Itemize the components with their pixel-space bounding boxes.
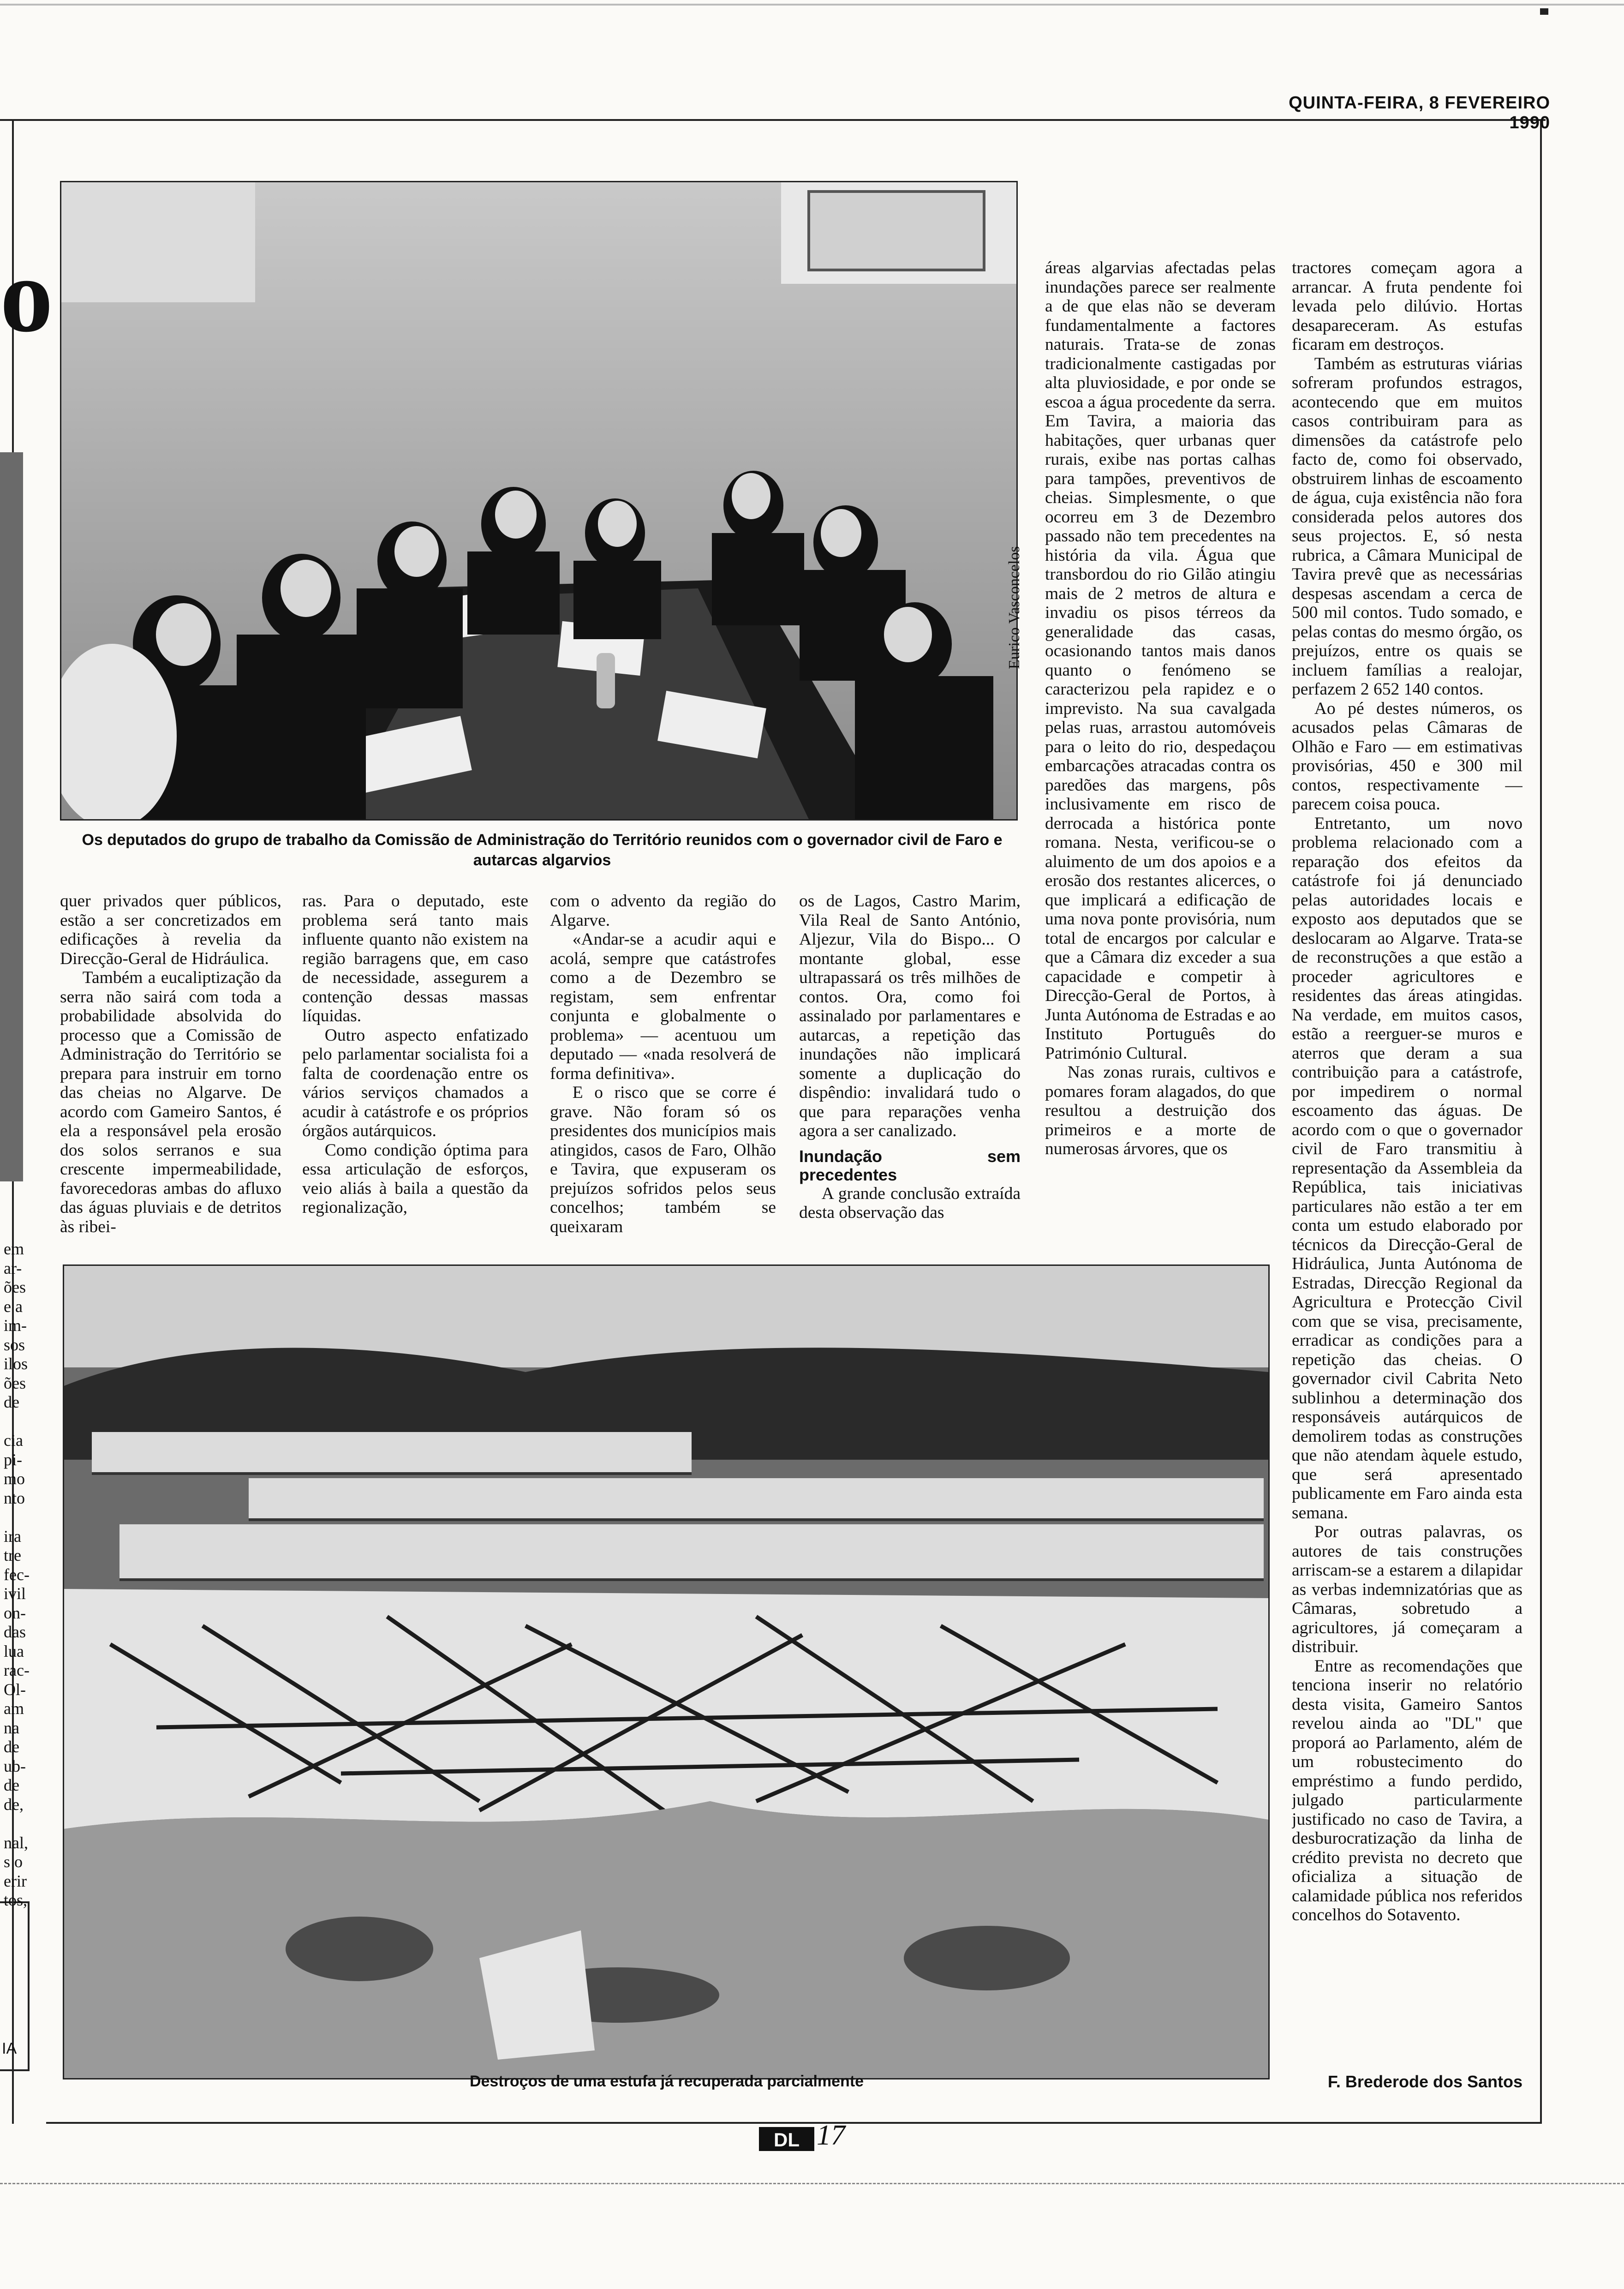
meeting-photo-image <box>61 182 1016 819</box>
greenhouse-photo-image <box>64 1266 1268 2078</box>
byline: F. Brederode dos Santos <box>1327 2072 1522 2091</box>
adjacent-page-photo-fragment <box>0 452 23 1181</box>
bottom-photo-caption: Destroços de uma estufa já recuperada parcialmente <box>469 2073 864 2090</box>
adjacent-page-headline-fragment: o <box>0 236 53 354</box>
scan-top-edge <box>0 4 1624 6</box>
corner-mark <box>1540 8 1548 15</box>
adjacent-page-text-fragments: em ar- ões e a im- sos ilos ões de cia pi- mo nto ira tre fec- ivil on- das lua rac- Ol- am na de ub- de de, nal, s o erir tos, <box>4 1240 30 1909</box>
article-column-3: com o advento da região do Algarve. «Andar-se a acudir aqui e acolá, sempre que catástrofes como a de Dezembro se registam, sem enfrentar conjunta e globalmente o problema» — acentuou um deputado — «nada resolverá de forma definitiva». E o risco que se corre é grave. Não foram só os presidentes dos municípios mais atingidos, casos de Faro, Olhão e Tavira, que expuseram os prejuízos sofridos pelos seus concelhos; também se queixaram <box>550 892 776 1236</box>
dl-logo-icon <box>759 2125 814 2153</box>
top-photo-caption: Os deputados do grupo de trabalho da Comissão de Administração do Território reunidos com o governador civil de Faro e autarcas algarvios <box>82 831 1003 869</box>
article-column-5: áreas algarvias afectadas pelas inundações parece ser realmente a de que elas não se deveram fundamentalmente a factores naturais. Trata-se de zonas tradicionalmente castigadas por alta pluviosidade, e por onde se escoa a água procedente da serra. Em Tavira, a maioria das habitações, quer urbanas quer rurais, exibe nas portas calhas para tampões, preventivos de cheias. Simplesmente, o que ocorreu em 3 de Dezembro passado não tem precedentes na história da vila. Água que transbordou do rio Gilão atingiu mais de 2 metros de altura e invadiu os pisos térreos da generalidade das casas, ocasionando tantos mais danos quanto o fenómeno se caracterizou pela rapidez e o imprevisto. Na sua cavalgada pelas ruas, arrastou automóveis para o leito do rio, despedaçou embarcações atracadas contra os paredões das margens, pôs inclusivamente em risco de derrocada a histórica ponte romana. Nesta, verificou-se o aluimento de um dos apoios e a erosão dos restantes alicerces, o que implicará a edificação de uma nova ponte provisória, num total de encargos por calcular e que a Câmara diz exceder a sua capacidade e competir à Direcção-Geral de Portos, à Junta Autónoma de Estradas e ao Instituto Português do Património Cultural. Nas zonas rurais, cultivos e pomares foram alagados, do que resultou a destruição dos primeiros e a morte de numerosas árvores, que os <box>1045 258 1276 1158</box>
article-column-2: ras. Para o deputado, este problema será tanto mais influente quanto não existem na região barragens que, em caso de necessidade, assegurem a contenção dessas massas líquidas. Outro aspecto enfatizado pelo parlamentar socialista foi a falta de coordenação entre os vários serviços chamados a acudir à catástrofe e os próprios órgãos autárquicos. Como condição óptima para essa articulação de esforços, veio aliás à baila a questão da regionalização, <box>302 892 528 1217</box>
dateline: QUINTA-FEIRA, 8 FEVEREIRO 1990 <box>1289 93 1550 132</box>
dl-logo-text: DL <box>774 2129 800 2151</box>
right-frame-rule <box>1540 121 1542 2124</box>
article-column-6: tractores começam agora a arrancar. A fruta pendente foi levada pelo dilúvio. Hortas desapareceram. As estufas ficaram em destroços. Também as estruturas viárias sofreram profundos estragos, acontecendo que em muitos casos contribuiram para as dimensões da catástrofe pelo facto de, como foi observado, obstruirem linhas de escoamento de água, cuja existência não fora considerada pelos autores dos seus projectos. E, só nesta rubrica, a Câmara Municipal de Tavira prevê que as necessárias despesas ascendam a cerca de 500 mil contos. Tudo somado, e pelas contas do mesmo órgão, os prejuízos, entre os quais se incluem famílias a realojar, perfazem 2 652 140 contos. Ao pé destes números, os acusados pelas Câmaras de Olhão e Faro — em estimativas provisórias, 450 e 300 mil contos, respectivamente — parecem coisa pouca. Entretanto, um novo problema relacionado com a reparação dos efeitos da catástrofe foi já denunciado pelas autoridades locais e exposto aos deputados que se deslocaram ao Algarve. Trata-se de reconstruções a que estão a proceder agricultores e residentes das áreas atingidas. Na verdade, em muitos casos, estão a reerguer-se muros e aterros que deram a sua contribuição para a catástrofe, por impedirem o normal escoamento das águas. De acordo com o que o governador civil de Faro transmitiu à representação da Assembleia da República, tais iniciativas particulares não estão a ter em conta um estudo elaborado por técnicos da Direcção-Geral de Hidráulica, Junta Autónoma de Estradas, Direcção Regional da Agricultura e Protecção Civil com que se visa, precisamente, erradicar as condições para a repetição das cheias. O governador civil Cabrita Neto sublinhou a determinação dos responsáveis autárquicos de demolirem todas as construções que não atendam àquele estudo, que será apresentado publicamente em Faro ainda esta semana. Por outras palavras, os autores de tais construções arriscam-se a estarem a dilapidar as verbas indemnizatórias que as Câmaras, sobretudo a agricultores, já começaram a distribuir. Entre as recomendações que tenciona inserir no relatório desta visita, Gameiro Santos revelou ainda ao "DL" que proporá ao Parlamento, além de um robustecimento do empréstimo a fundo perdido, julgado particularmente justificado no caso de Tavira, a desburocratização da linha de crédito prevista no decreto que oficializa a situação de calamidade pública nos referidos concelhos do Sotavento. <box>1292 258 1522 1924</box>
page-number: 17 <box>817 2120 845 2151</box>
photo-credit: Eurico Vasconcelos <box>1006 546 1023 669</box>
scan-bottom-dash <box>0 2183 1624 2184</box>
article-column-1: quer privados quer públicos, estão a ser concretizados em edificações à revelia da Direcção-Geral de Hidráulica. Também a eucaliptização da serra não sairá com toda a probabilidade absolvida do processo que a Comissão de Administração do Território se prepara para instruir em torno das cheias no Algarve. De acordo com Gameiro Santos, é ela a responsável pela erosão dos solos serranos e sua crescente impermeabilidade, favorecedoras ambas do afluxo das águas pluviais e de detritos às ribei- <box>60 892 281 1236</box>
subhead-inundacao: Inundação sem precedentes <box>799 1146 1021 1184</box>
adjacent-page-box-label: IA <box>2 2040 17 2057</box>
article-column-4: os de Lagos, Castro Marim, Vila Real de Santo António, Aljezur, Vila do Bispo... O montante global, esse ultrapassará os três milhões de contos. Ora, como foi assinalado por parlamentares e autarcas, a repetição das inundações não implicará somente a duplicação do dispêndio: invalidará tudo o que para reparações venha agora a ser canalizado. Inundação sem precedentes A grande conclusão extraída desta observação das <box>799 892 1021 1222</box>
bottom-frame-rule <box>46 2122 1541 2124</box>
meeting-photo <box>60 181 1018 821</box>
greenhouse-photo <box>63 1264 1270 2079</box>
